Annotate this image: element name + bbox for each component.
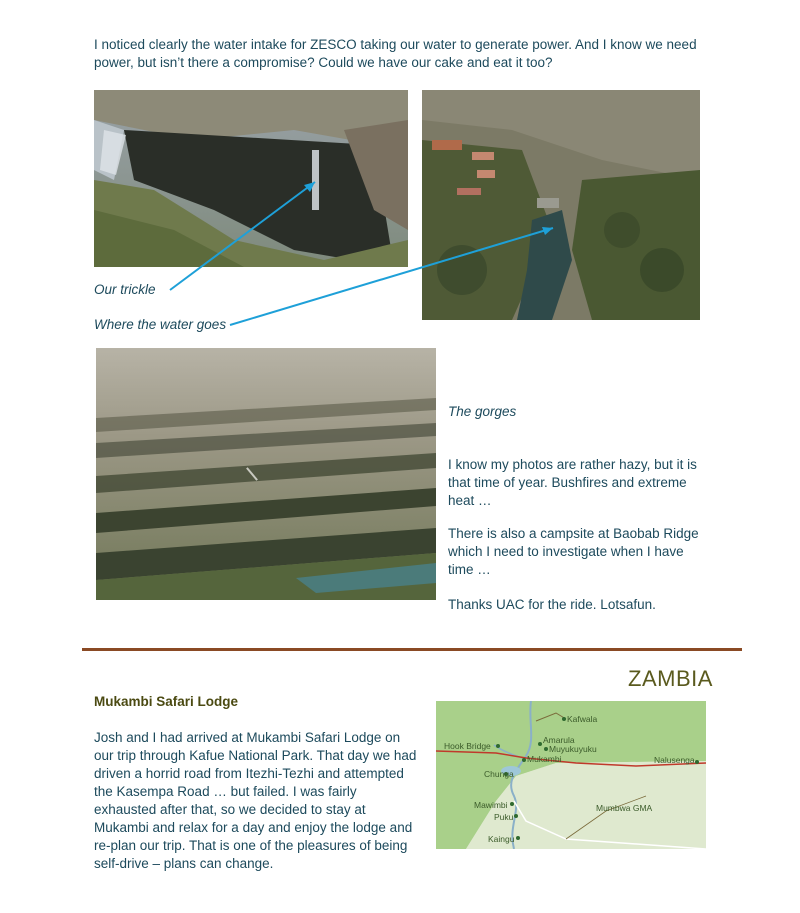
map-label-mukambi: Mukambi: [527, 754, 562, 764]
map-label-muyukuyuku: Muyukuyuku: [549, 744, 597, 754]
map-label-hook-bridge: Hook Bridge: [444, 741, 491, 751]
caption-gorges: The gorges: [448, 404, 517, 419]
country-title: ZAMBIA: [628, 666, 713, 691]
arrow-head-trickle-icon: [304, 182, 315, 192]
side-paragraph-thanks: Thanks UAC for the ride. Lotsafun.: [448, 597, 656, 612]
map-label-amarula: Amarula: [543, 735, 575, 745]
section-divider: [82, 648, 742, 651]
map-label-puku: Puku: [494, 812, 514, 822]
lodge-paragraph: Josh and I had arrived at Mukambi Safari Lodge on our trip through Kafue National Park. That day we had driven a horrid road from Itezhi-Tezhi and attempted the Kasempa Road … but failed. I was fairly exhausted after that, so we decided to stay at Mukambi and relax for a day and enjoy the lodge and re-plan our trip. That is one of the pleasures of being self-drive – plans can change.: [94, 730, 417, 871]
map-label-chunga: Chunga: [484, 769, 514, 779]
side-paragraph-campsite: There is also a campsite at Baobab Ridge which I need to investigate when I have time …: [448, 526, 699, 577]
map-label-mawimbi: Mawimbi: [474, 800, 508, 810]
side-paragraph-haze: I know my photos are rather hazy, but it is that time of year. Bushfires and extreme heat …: [448, 457, 697, 508]
map-label-nalusenga: Nalusenga: [654, 755, 695, 765]
intro-paragraph: I noticed clearly the water intake for ZESCO taking our water to generate power. And I know we need power, but isn’t there a compromise? Could we have our cake and eat it too?: [94, 37, 697, 70]
arrow-where-water-goes: [230, 228, 553, 325]
caption-our-trickle: Our trickle: [94, 282, 156, 297]
section-heading: Mukambi Safari Lodge: [94, 694, 239, 709]
arrow-our-trickle: [170, 182, 315, 290]
arrow-head-water-icon: [542, 227, 553, 235]
map-label-mumbwa-gma: Mumbwa GMA: [596, 803, 653, 813]
map-label-kaingu: Kaingu: [488, 834, 515, 844]
caption-where-water-goes: Where the water goes: [94, 317, 227, 332]
kafue-map: [436, 701, 706, 849]
map-label-kafwala: Kafwala: [567, 714, 598, 724]
